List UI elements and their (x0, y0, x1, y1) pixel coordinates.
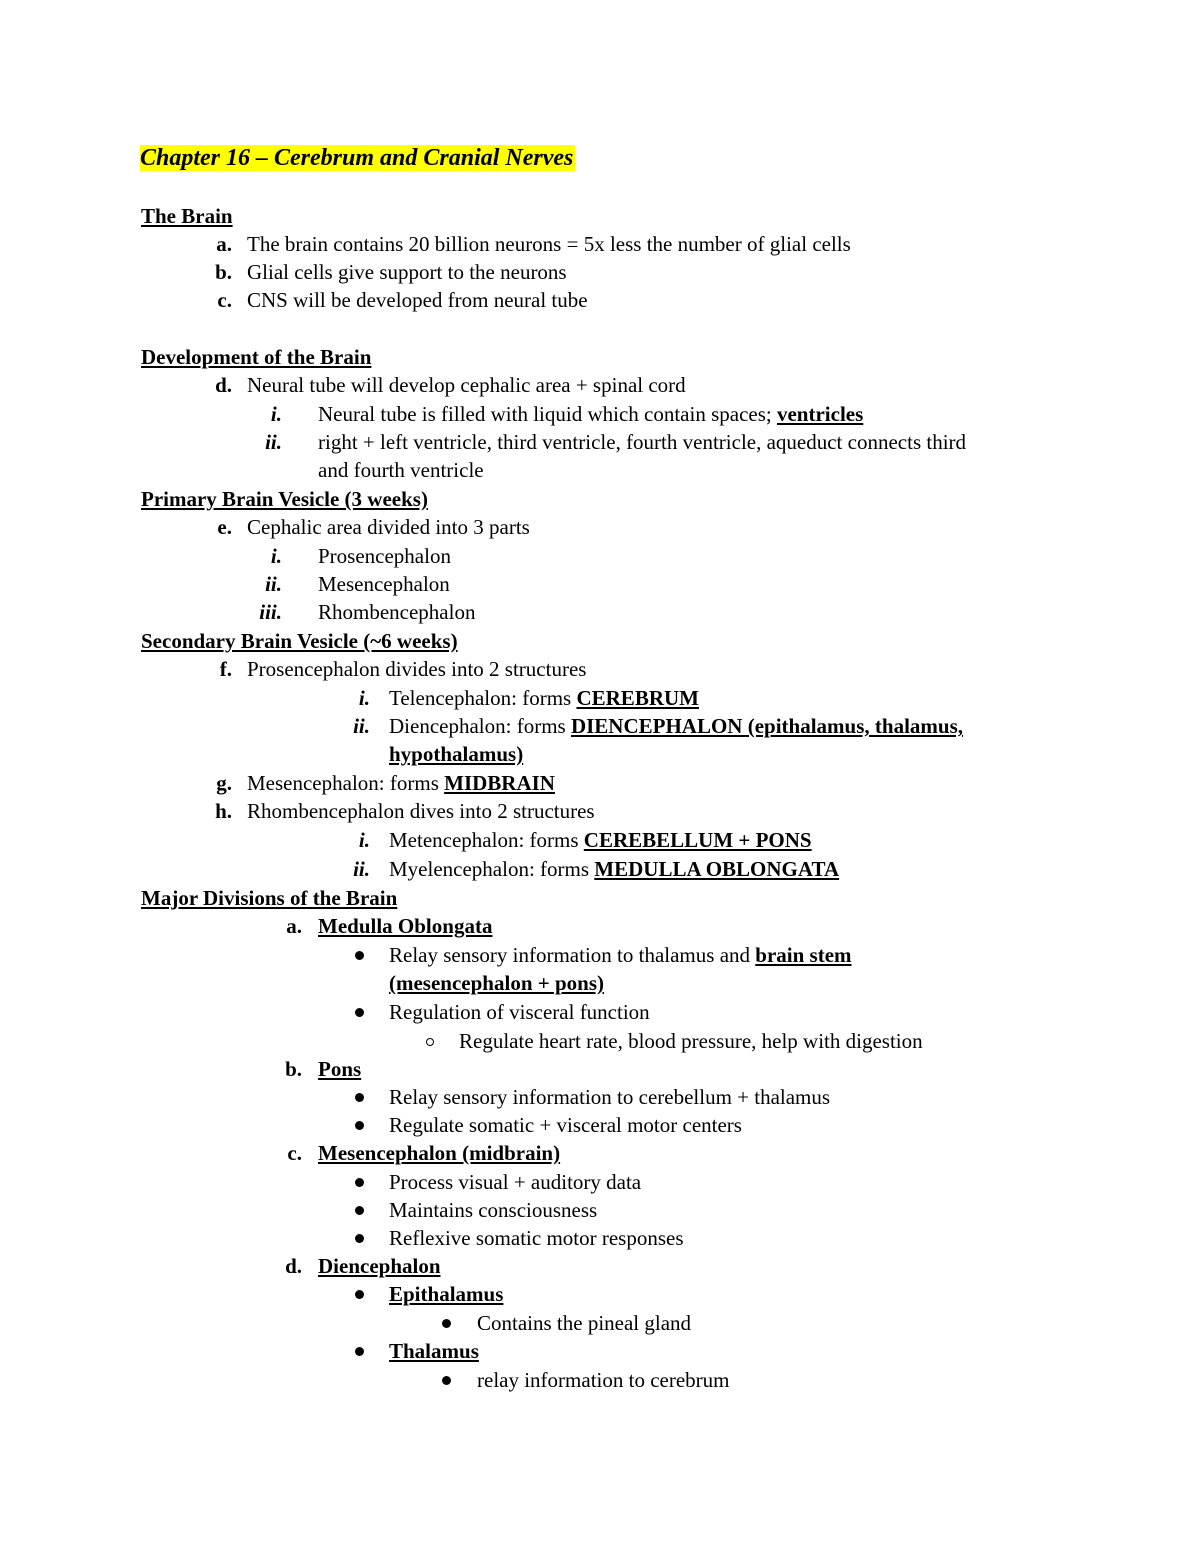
list-item: Regulate somatic + visceral motor centers (389, 1113, 742, 1137)
bullet-icon (442, 1319, 451, 1328)
list-item: Relay sensory information to thalamus and brain stem (389, 943, 852, 967)
list-label: a. (216, 232, 232, 256)
list-item: The brain contains 20 billion neurons = 5x less the number of glial cells (247, 232, 851, 256)
list-label: f. (219, 657, 232, 681)
list-label: e. (217, 515, 232, 539)
list-item: Mesencephalon: forms MIDBRAIN (247, 771, 555, 795)
list-label: d. (215, 373, 232, 397)
list-item: Cephalic area divided into 3 parts (247, 515, 530, 539)
list-label: i. (358, 686, 370, 710)
subheading-diencephalon: Diencephalon (318, 1254, 441, 1278)
list-item: Glial cells give support to the neurons (247, 260, 567, 284)
list-label: ii. (265, 430, 282, 454)
heading-the-brain: The Brain (141, 204, 233, 228)
list-item: right + left ventricle, third ventricle, fourth ventricle, aqueduct connects third (318, 430, 967, 454)
subheading-thalamus: Thalamus (389, 1339, 479, 1363)
bullet-icon (355, 1093, 364, 1102)
list-item: Regulate heart rate, blood pressure, help with digestion (459, 1029, 923, 1053)
heading-major-divisions: Major Divisions of the Brain (141, 886, 398, 910)
subheading-medulla: Medulla Oblongata (318, 914, 493, 938)
list-label: i. (270, 544, 282, 568)
bullet-icon (355, 951, 364, 960)
list-label: b. (285, 1057, 302, 1081)
list-label: i. (270, 402, 282, 426)
list-item: Neural tube is filled with liquid which contain spaces; ventricles (318, 402, 864, 426)
list-label: d. (285, 1254, 302, 1278)
list-label: c. (217, 288, 232, 312)
list-item: Telencephalon: forms CEREBRUM (389, 686, 699, 710)
list-item: Reflexive somatic motor responses (389, 1226, 684, 1250)
bullet-icon (355, 1234, 364, 1243)
list-item-continued: (mesencephalon + pons) (389, 971, 604, 995)
list-label: g. (216, 771, 232, 795)
list-label: ii. (265, 572, 282, 596)
list-item: Relay sensory information to cerebellum + thalamus (389, 1085, 831, 1109)
list-label: a. (286, 914, 302, 938)
bullet-icon (442, 1376, 451, 1385)
list-item: Maintains consciousness (389, 1198, 598, 1222)
list-item: Rhombencephalon (318, 600, 476, 624)
bullet-icon (355, 1008, 364, 1017)
list-item: CNS will be developed from neural tube (247, 288, 588, 312)
list-item: Neural tube will develop cephalic area + spinal cord (247, 373, 686, 397)
list-item: relay information to cerebrum (477, 1368, 730, 1392)
heading-secondary-vesicle: Secondary Brain Vesicle (~6 weeks) (141, 629, 458, 653)
list-item-continued: hypothalamus) (389, 742, 524, 766)
list-item: Diencephalon: forms DIENCEPHALON (epithalamus, thalamus, (389, 714, 964, 738)
bullet-icon (355, 1121, 364, 1130)
list-label: ii. (353, 857, 370, 881)
list-label: b. (215, 260, 232, 284)
subheading-epithalamus: Epithalamus (389, 1282, 504, 1306)
list-item: Prosencephalon divides into 2 structures (247, 657, 587, 681)
list-item: Process visual + auditory data (389, 1170, 642, 1194)
list-label: iii. (259, 600, 282, 624)
bullet-icon (355, 1290, 364, 1299)
list-label: c. (287, 1141, 302, 1165)
heading-primary-vesicle: Primary Brain Vesicle (3 weeks) (141, 487, 428, 511)
list-item: Rhombencephalon dives into 2 structures (247, 799, 595, 823)
circle-bullet-icon (426, 1038, 434, 1046)
bullet-icon (355, 1206, 364, 1215)
list-item-continued: and fourth ventricle (318, 458, 484, 482)
list-item: Mesencephalon (318, 572, 450, 596)
list-label: ii. (353, 714, 370, 738)
list-label: i. (358, 828, 370, 852)
list-item: Contains the pineal gland (477, 1311, 692, 1335)
list-label: h. (215, 799, 232, 823)
list-item: Regulation of visceral function (389, 1000, 650, 1024)
page-title: Chapter 16 – Cerebrum and Cranial Nerves (140, 145, 574, 171)
subheading-pons: Pons (318, 1057, 362, 1081)
bullet-icon (355, 1178, 364, 1187)
subheading-mesencephalon: Mesencephalon (midbrain) (318, 1141, 561, 1165)
list-item: Myelencephalon: forms MEDULLA OBLONGATA (389, 857, 840, 881)
list-item: Metencephalon: forms CEREBELLUM + PONS (389, 828, 812, 852)
bullet-icon (355, 1347, 364, 1356)
heading-development: Development of the Brain (141, 345, 372, 369)
list-item: Prosencephalon (318, 544, 451, 568)
